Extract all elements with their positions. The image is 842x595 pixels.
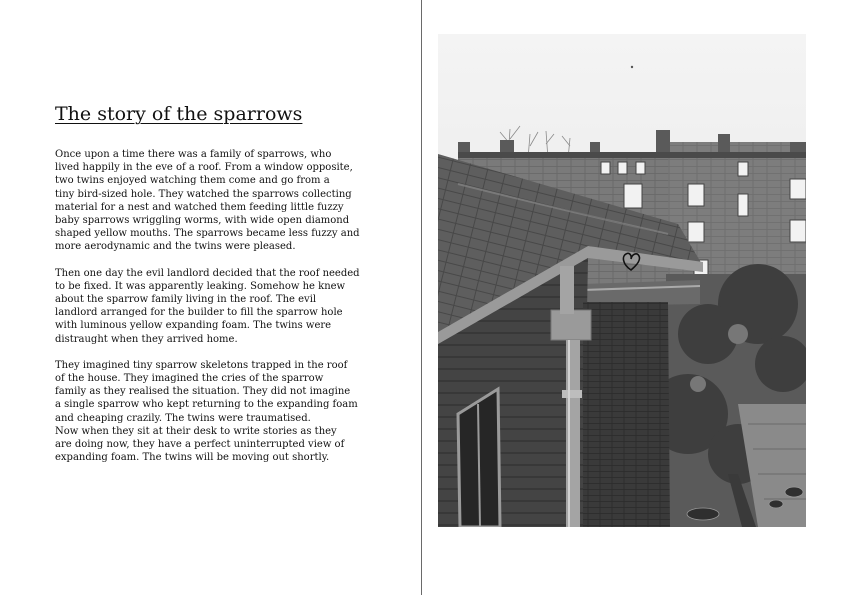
text-page <box>55 100 395 477</box>
story-paragraph-2: Then one day the evil landlord decided that the roof needed to be fixed. It was apparently leaking. Somehow he knew about the sparrow family living in the roof. The evil landlord arranged for the builder to fill the sparrow hole with luminous yellow expanding foam. The twins were distraught when they arrived home. <box>55 267 360 345</box>
page-divider <box>421 0 422 595</box>
story-paragraph-1: Once upon a time there was a family of sparrows, who lived happily in the eve of a roof. From a window opposite, two twins enjoyed watching them come and go from a tiny bird-sized hole. They watched the sparrows collecting material for a nest and watched them feeding little fuzzy baby sparrows wriggling worms, with wide open diamond shaped yellow mouths. The sparrows became less fuzzy and more aerodynamic and the twins were pleased. <box>55 149 360 253</box>
story-paragraph-3: They imagined tiny sparrow skeletons trapped in the roof of the house. They imagined the cries of the sparrow family as they realised the situation. They did not imagine a single sparrow who kept returning to the expanding foam and cheaping crazily. The twins were traumatised. Now when they sit at their desk to write stories as they are doing now, they have a perfect uninterrupted view of expanding foam. The twins will be moving out shortly. <box>55 359 358 464</box>
rooftop-photo <box>438 34 806 527</box>
rooftop-photo-drawing <box>438 34 806 527</box>
story-title: The story of the sparrows <box>55 103 303 125</box>
